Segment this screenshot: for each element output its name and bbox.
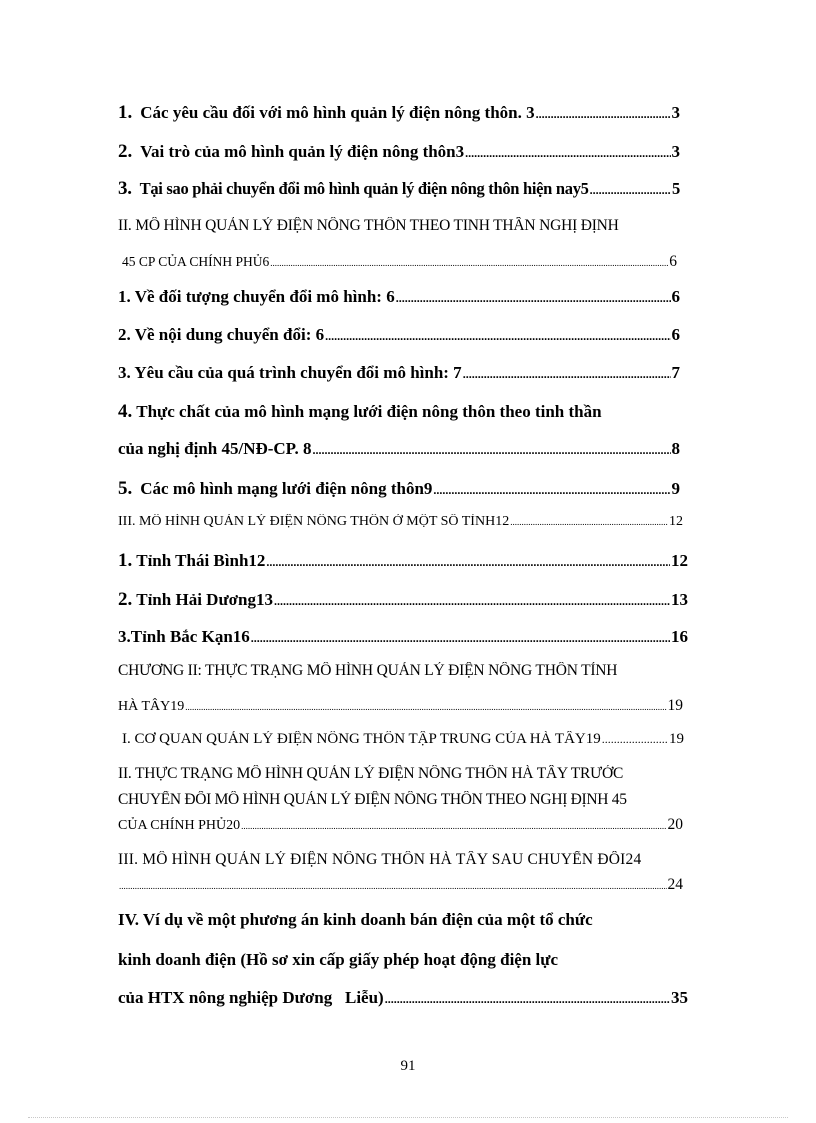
entry-page: 35 <box>671 988 688 1007</box>
toc-entry[interactable] <box>118 102 680 124</box>
dot-leader <box>274 594 670 609</box>
toc-entry[interactable] <box>118 363 680 383</box>
dot-leader <box>313 443 671 458</box>
toc-entry[interactable] <box>118 627 688 647</box>
entry-number: 1. <box>118 550 133 571</box>
entry-title: HÀ TÂY19 <box>118 699 185 714</box>
entry-page: 9 <box>671 479 680 498</box>
toc-entry[interactable] <box>118 988 688 1008</box>
toc-entry[interactable] <box>118 439 680 459</box>
toc-entry-line[interactable] <box>118 791 698 809</box>
entry-page: 5 <box>672 179 680 198</box>
toc-entry-line[interactable] <box>118 217 688 235</box>
toc-entry-line[interactable] <box>118 662 688 680</box>
entry-title: 3.Tỉnh Bắc Kạn16 <box>118 627 250 646</box>
entry-page: 13 <box>671 590 688 609</box>
dot-leader <box>325 329 670 344</box>
toc-entry-line[interactable] <box>118 950 698 970</box>
entry-number: 2. <box>118 141 133 162</box>
toc-entry[interactable] <box>122 253 677 271</box>
dot-leader <box>536 107 671 122</box>
entry-title: của nghị định 45/NĐ-CP. 8 <box>118 439 312 458</box>
entry-page: 24 <box>667 876 683 893</box>
entry-title: IV. Ví dụ về một phương án kinh doanh bán điện của một tổ chức <box>118 910 593 929</box>
entry-page: 16 <box>671 627 688 646</box>
entry-number: 3. <box>118 178 132 199</box>
entry-page: 7 <box>671 363 680 382</box>
dot-leader <box>590 183 671 198</box>
toc-entry-line[interactable] <box>118 851 698 869</box>
dot-leader <box>602 732 668 747</box>
entry-page: 8 <box>671 439 680 458</box>
entry-page: 19 <box>669 731 684 747</box>
entry-page: 20 <box>667 816 683 833</box>
toc-entry[interactable] <box>118 589 688 611</box>
entry-title: Tại sao phải chuyển đổi mô hình quản lý điện nông thôn hiện nay5 <box>139 179 589 198</box>
entry-title: Các mô hình mạng lưới điện nông thôn9 <box>140 479 433 498</box>
entry-title: CHUYỂN ĐỔI MÔ HÌNH QUẢN LÝ ĐIỆN NÔNG THÔN THEO NGHỊ ĐỊNH 45 <box>118 791 627 808</box>
dot-leader <box>241 821 666 831</box>
dot-leader <box>396 291 671 306</box>
dot-leader <box>266 555 670 570</box>
toc-entry[interactable] <box>118 325 680 345</box>
dot-leader <box>465 146 670 161</box>
toc-entry[interactable] <box>118 478 680 500</box>
entry-title: Thực chất của mô hình mạng lưới điện nông thôn theo tinh thần <box>136 402 602 421</box>
entry-title: Tỉnh Thái Bình12 <box>136 551 266 570</box>
dot-leader <box>510 517 668 527</box>
toc-entry[interactable] <box>122 731 684 748</box>
entry-page: 3 <box>671 142 680 161</box>
entry-number: 4. <box>118 401 133 422</box>
toc-entry-line[interactable] <box>118 765 698 783</box>
entry-title: 2. Về nội dung chuyển đổi: 6 <box>118 325 325 344</box>
toc-entry[interactable] <box>118 550 688 572</box>
toc-entry-line[interactable] <box>118 401 688 423</box>
dot-leader <box>251 631 670 646</box>
dot-leader <box>433 483 670 498</box>
dot-leader <box>119 881 667 891</box>
entry-title: III. MÔ HÌNH QUẢN LÝ ĐIỆN NÔNG THÔN HÀ TÂY SAU CHUYỂN ĐỔI24 <box>118 851 642 868</box>
page-number: 91 <box>400 1058 416 1074</box>
entry-page: 6 <box>669 253 677 270</box>
dot-leader <box>270 258 668 268</box>
toc-entry[interactable] <box>118 514 683 530</box>
entry-number: 2. <box>118 589 133 610</box>
entry-title: CHƯƠNG II: THỰC TRẠNG MÔ HÌNH QUẢN LÝ ĐIỆN NÔNG THÔN TỈNH <box>118 662 618 679</box>
entry-page: 12 <box>671 551 688 570</box>
entry-title: của HTX nông nghiệp Dương Liễu) <box>118 988 384 1007</box>
entry-title: Vai trò của mô hình quản lý điện nông thôn3 <box>140 142 465 161</box>
entry-number: 5. <box>118 478 133 499</box>
toc-entry[interactable] <box>118 178 680 200</box>
entry-page: 12 <box>669 514 683 529</box>
entry-title: II. MÔ HÌNH QUẢN LÝ ĐIỆN NÔNG THÔN THEO TINH THẦN NGHỊ ĐỊNH <box>118 217 619 234</box>
footer-divider <box>28 1117 788 1118</box>
toc-entry[interactable] <box>118 697 683 715</box>
entry-page: 6 <box>671 287 680 306</box>
toc-entry[interactable] <box>118 816 683 834</box>
toc-entry-line[interactable] <box>118 910 698 930</box>
entry-page: 3 <box>671 103 680 122</box>
entry-page: 19 <box>667 697 683 714</box>
toc-entry[interactable] <box>118 876 683 894</box>
entry-title: 3. Yêu cầu của quá trình chuyển đổi mô hình: 7 <box>118 363 462 382</box>
entry-title: CỦA CHÍNH PHỦ20 <box>118 818 241 833</box>
entry-title: 45 CP CỦA CHÍNH PHỦ6 <box>122 254 270 269</box>
toc-entry[interactable] <box>118 141 680 163</box>
dot-leader <box>463 367 671 382</box>
entry-title: Các yêu cầu đối với mô hình quản lý điện nông thôn. 3 <box>140 103 535 122</box>
entry-title: II. THỰC TRẠNG MÔ HÌNH QUẢN LÝ ĐIỆN NÔNG THÔN HÀ TÂY TRƯỚC <box>118 765 624 782</box>
dot-leader <box>385 992 670 1007</box>
entry-page: 6 <box>671 325 680 344</box>
entry-title: 1. Về đối tượng chuyển đổi mô hình: 6 <box>118 287 395 306</box>
dot-leader <box>185 702 666 712</box>
entry-title: I. CƠ QUAN QUẢN LÝ ĐIỆN NÔNG THÔN TẬP TRUNG CỦA HÀ TÂY19 <box>122 731 601 747</box>
entry-title: Tỉnh Hải Dương13 <box>136 590 274 609</box>
entry-title: III. MÔ HÌNH QUẢN LÝ ĐIỆN NÔNG THÔN Ở MỘT SỐ TỈNH12 <box>118 514 510 529</box>
entry-title: kinh doanh điện (Hồ sơ xin cấp giấy phép hoạt động điện lực <box>118 950 559 969</box>
entry-number: 1. <box>118 102 133 123</box>
toc-entry[interactable] <box>118 287 680 307</box>
